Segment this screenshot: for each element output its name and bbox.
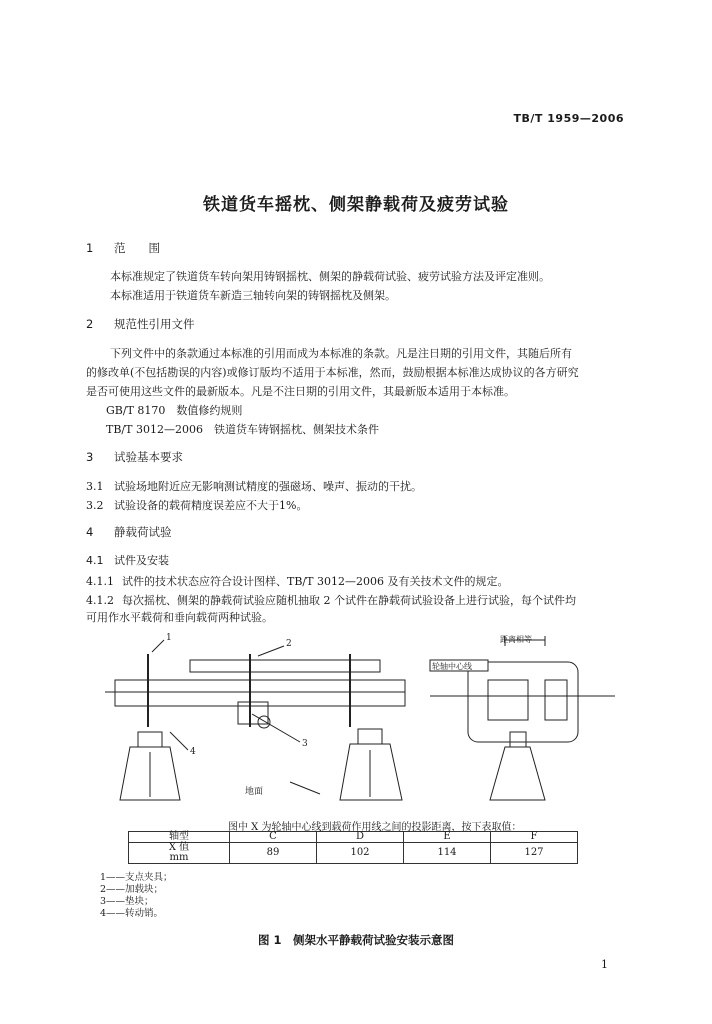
paragraph: 可用作水平载荷和垂向载荷两种试验。 xyxy=(86,611,273,624)
section-3-heading xyxy=(86,449,183,465)
table-cell: 127 xyxy=(491,843,578,864)
reference-item: GB/T 8170 数值修约规则 xyxy=(106,404,243,417)
section-4-heading xyxy=(86,524,172,540)
table-cell: 89 xyxy=(230,843,317,864)
support-stand xyxy=(490,747,545,800)
section-title: 试验基本要求 xyxy=(114,450,183,464)
paragraph: 是否可使用这些文件的最新版本。凡是不注日期的引用文件，其最新版本适用于本标准。 xyxy=(86,385,515,398)
figure-caption: 图 1 侧架水平静载荷试验安装示意图 xyxy=(257,933,454,947)
section-number: 4 xyxy=(86,525,94,539)
table-note: 图中 X 为轮轴中心线到载荷作用线之间的投影距离，按下表取值： xyxy=(228,822,522,833)
table-row xyxy=(129,843,578,854)
callout-4: 4 xyxy=(190,747,196,757)
clause-number: 3.2 xyxy=(86,499,104,512)
table-row xyxy=(129,832,578,843)
table-cell: X 值 xyxy=(129,843,230,854)
clause-number: 4.1.1 xyxy=(86,575,114,588)
callout-2: 2 xyxy=(286,639,292,649)
table-cell: mm xyxy=(129,853,230,864)
center-line-label: 轮轴中心线 xyxy=(432,662,472,671)
support-stand xyxy=(340,744,402,800)
paragraph: 的修改单(不包括勘误的内容)或修订版均不适用于本标准，然而，鼓励根据本标准达成协议的各方研究 xyxy=(86,366,579,379)
page-title: 铁道货车摇枕、侧架静载荷及疲劳试验 xyxy=(203,195,509,215)
table-cell: 轴型 xyxy=(129,832,230,843)
paragraph: 下列文件中的条款通过本标准的引用而成为本标准的条款。凡是注日期的引用文件，其随后所有 xyxy=(110,347,572,360)
clause xyxy=(86,573,508,590)
callout-3: 3 xyxy=(302,739,308,749)
clause xyxy=(86,478,422,495)
subsection-heading xyxy=(86,552,169,568)
clause-text: 每次摇枕、侧架的静载荷试验应随机抽取 2 个试件在静载荷试验设备上进行试验，每个试件均 xyxy=(122,594,576,607)
table-cell: C xyxy=(230,832,317,843)
legend-item: 3——垫块； xyxy=(100,896,154,907)
clause-number: 3.1 xyxy=(86,480,104,493)
section-title: 静载荷试验 xyxy=(114,525,172,539)
side-frame-section xyxy=(468,662,578,742)
section-number: 3 xyxy=(86,450,94,464)
clause-text: 试验设备的载荷精度误差应不大于1%。 xyxy=(114,499,308,512)
x-value-table xyxy=(128,831,578,864)
subsection-title: 试件及安装 xyxy=(114,554,169,567)
table-cell: 114 xyxy=(404,843,491,864)
legend-item: 2——加载块； xyxy=(100,884,164,895)
installation-diagram xyxy=(100,632,620,802)
subsection-number: 4.1 xyxy=(86,554,104,567)
standard-number: TB/T 1959—2006 xyxy=(513,112,624,125)
load-beam xyxy=(190,660,380,672)
clause-text: 试件的技术状态应符合设计图样、TB/T 3012—2006 及有关技术文件的规定。 xyxy=(122,575,509,588)
section-title: 范 围 xyxy=(114,241,160,255)
section-1-heading xyxy=(86,240,160,256)
paragraph: 本标准适用于铁道货车新造三轴转向架的铸钢摇枕及侧架。 xyxy=(110,289,396,302)
table-cell: D xyxy=(317,832,404,843)
ground-label: 地面 xyxy=(245,787,264,797)
clause-text: 试验场地附近应无影响测试精度的强磁场、噪声、振动的干扰。 xyxy=(114,480,422,493)
clause xyxy=(86,497,307,514)
section-2-heading xyxy=(86,316,195,332)
clause xyxy=(86,592,576,609)
legend-item: 1——支点夹具； xyxy=(100,872,173,883)
section-number: 2 xyxy=(86,317,94,331)
reference-item: TB/T 3012—2006 铁道货车铸钢摇枕、侧架技术条件 xyxy=(106,423,379,436)
callout-1: 1 xyxy=(166,633,172,643)
section-title: 规范性引用文件 xyxy=(114,317,195,331)
dimension-label: 距离相等 xyxy=(500,635,532,644)
table-cell: 102 xyxy=(317,843,404,864)
section-number: 1 xyxy=(86,241,94,255)
legend-item: 4——转动销。 xyxy=(100,908,164,919)
paragraph: 本标准规定了铁道货车转向架用铸钢摇枕、侧架的静载荷试验、疲劳试验方法及评定准则。 xyxy=(110,270,550,283)
page-number: 1 xyxy=(601,958,608,971)
table-cell: F xyxy=(491,832,578,843)
table-cell: E xyxy=(404,832,491,843)
clause-number: 4.1.2 xyxy=(86,594,114,607)
